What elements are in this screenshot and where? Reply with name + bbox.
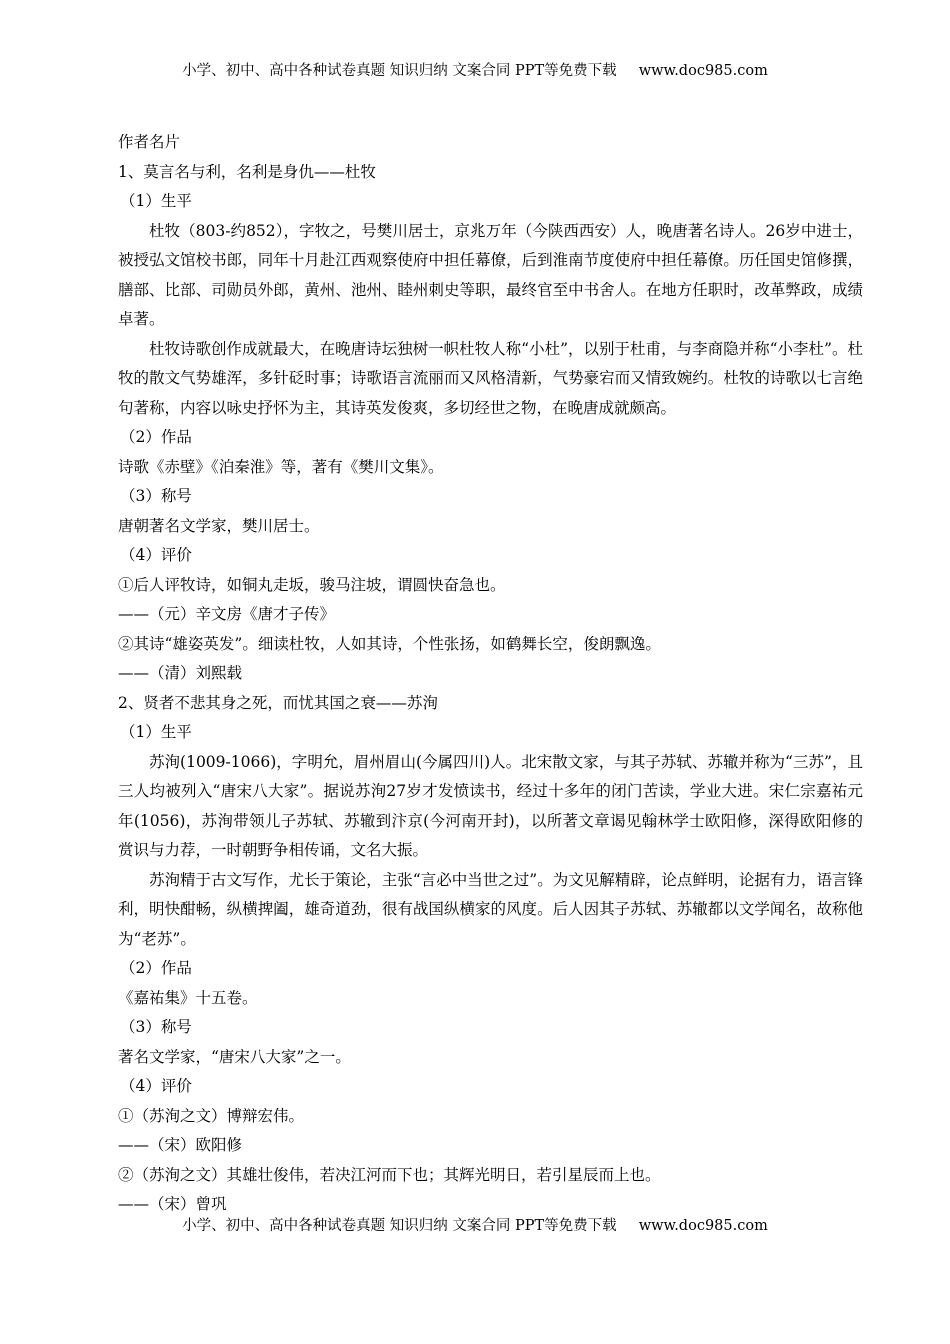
s1-heading: 1、莫言名与利，名利是身仇——杜牧 — [118, 162, 376, 181]
s1-works-label: （2）作品 — [120, 428, 192, 446]
s2-life-paragraph-2: 苏洵精于古文写作，尤长于策论，主张“言必中当世之过”。为文见解精辟，论点鲜明，论据有力，语言锋利，明快酣畅，纵横捭阖，雄奇道劲，很有战国纵横家的风度。后人因其子苏轼、苏辙都以文学闻名，故称他为“老苏”。 — [118, 870, 863, 948]
s1-life-label: （1）生平 — [120, 192, 192, 210]
s2-heading: 2、贤者不悲其身之死，而忧其国之衰——苏洵 — [118, 693, 438, 712]
section-title: 作者名片 — [118, 133, 181, 151]
s1-title-label: （3）称号 — [120, 487, 192, 505]
s2-eval-1-source: ——（宋）欧阳修 — [118, 1136, 243, 1154]
s2-eval-2: ②（苏洵之文）其雄壮俊伟，若决江河而下也；其辉光明日，若引星辰而上也。 — [118, 1165, 661, 1184]
header-text: 小学、初中、高中各种试卷真题 知识归纳 文案合同 PPT等免费下载 — [182, 63, 617, 79]
s1-life-paragraph-1: 杜牧（803-约852），字牧之，号樊川居士，京兆万年（今陕西西安）人，晚唐著名诗人。26岁中进士，被授弘文馆校书郎，同年十月赴江西观察使府中担任幕僚，后到淮南节度使府中担任幕僚。历任国史馆修撰，膳部、比部、司勋员外郎，黄州、池州、睦州刺史等职，最终官至中书舍人。在地方任职时，改革弊政，成绩卓著。 — [118, 221, 863, 328]
s2-eval-label: （4）评价 — [120, 1077, 192, 1095]
s2-works: 《嘉祐集》十五卷。 — [118, 988, 258, 1007]
page-footer — [0, 1214, 950, 1235]
s1-eval-1: ①后人评牧诗，如铜丸走坂，骏马注坡，谓圆快奋急也。 — [118, 575, 506, 594]
s2-eval-2-source: ——（宋）曾巩 — [118, 1195, 227, 1213]
page-header — [0, 59, 950, 80]
document-body — [118, 128, 863, 1220]
s1-life-paragraph-2: 杜牧诗歌创作成就最大，在晚唐诗坛独树一帜杜牧人称“小杜”，以别于杜甫，与李商隐并称“小李杜”。杜牧的散文气势雄浑，多针砭时事；诗歌语言流丽而又风格清新，气势豪宕而又情致婉约。杜牧的诗歌以七言绝句著称，内容以咏史抒怀为主，其诗英发俊爽，多切经世之物，在晚唐成就颇高。 — [118, 339, 863, 417]
s1-eval-2-source: ——（清）刘熙载 — [118, 664, 243, 682]
s2-life-paragraph-1: 苏洵(1009-1066)，字明允，眉州眉山(今属四川)人。北宋散文家，与其子苏轼、苏辙并称为“三苏”，且三人均被列入“唐宋八大家”。据说苏洵27岁才发愤读书，经过十多年的闭门苦读，学业大进。宋仁宗嘉祐元年(1056)，苏洵带领儿子苏轼、苏辙到汴京(今河南开封)，以所著文章谒见翰林学士欧阳修，深得欧阳修的赏识与力荐，一时朝野争相传诵，文名大振。 — [118, 752, 863, 859]
footer-url[interactable]: www.doc985.com — [638, 1218, 768, 1234]
s2-eval-1: ①（苏洵之文）博辩宏伟。 — [118, 1106, 305, 1125]
s2-life-label: （1）生平 — [120, 723, 192, 741]
s2-title-text: 著名文学家，“唐宋八大家”之一。 — [118, 1047, 351, 1066]
s1-eval-1-source: ——（元）辛文房《唐才子传》 — [118, 605, 336, 623]
s2-works-label: （2）作品 — [120, 959, 192, 977]
s1-works: 诗歌《赤壁》《泊秦淮》等，著有《樊川文集》。 — [118, 457, 444, 476]
s2-title-label: （3）称号 — [120, 1018, 192, 1036]
s1-eval-label: （4）评价 — [120, 546, 192, 564]
header-url[interactable]: www.doc985.com — [638, 63, 768, 79]
s1-eval-2: ②其诗“雄姿英发”。细读杜牧，人如其诗，个性张扬，如鹤舞长空，俊朗飘逸。 — [118, 634, 661, 653]
s1-title-text: 唐朝著名文学家，樊川居士。 — [118, 516, 320, 535]
footer-text: 小学、初中、高中各种试卷真题 知识归纳 文案合同 PPT等免费下载 — [182, 1218, 617, 1234]
